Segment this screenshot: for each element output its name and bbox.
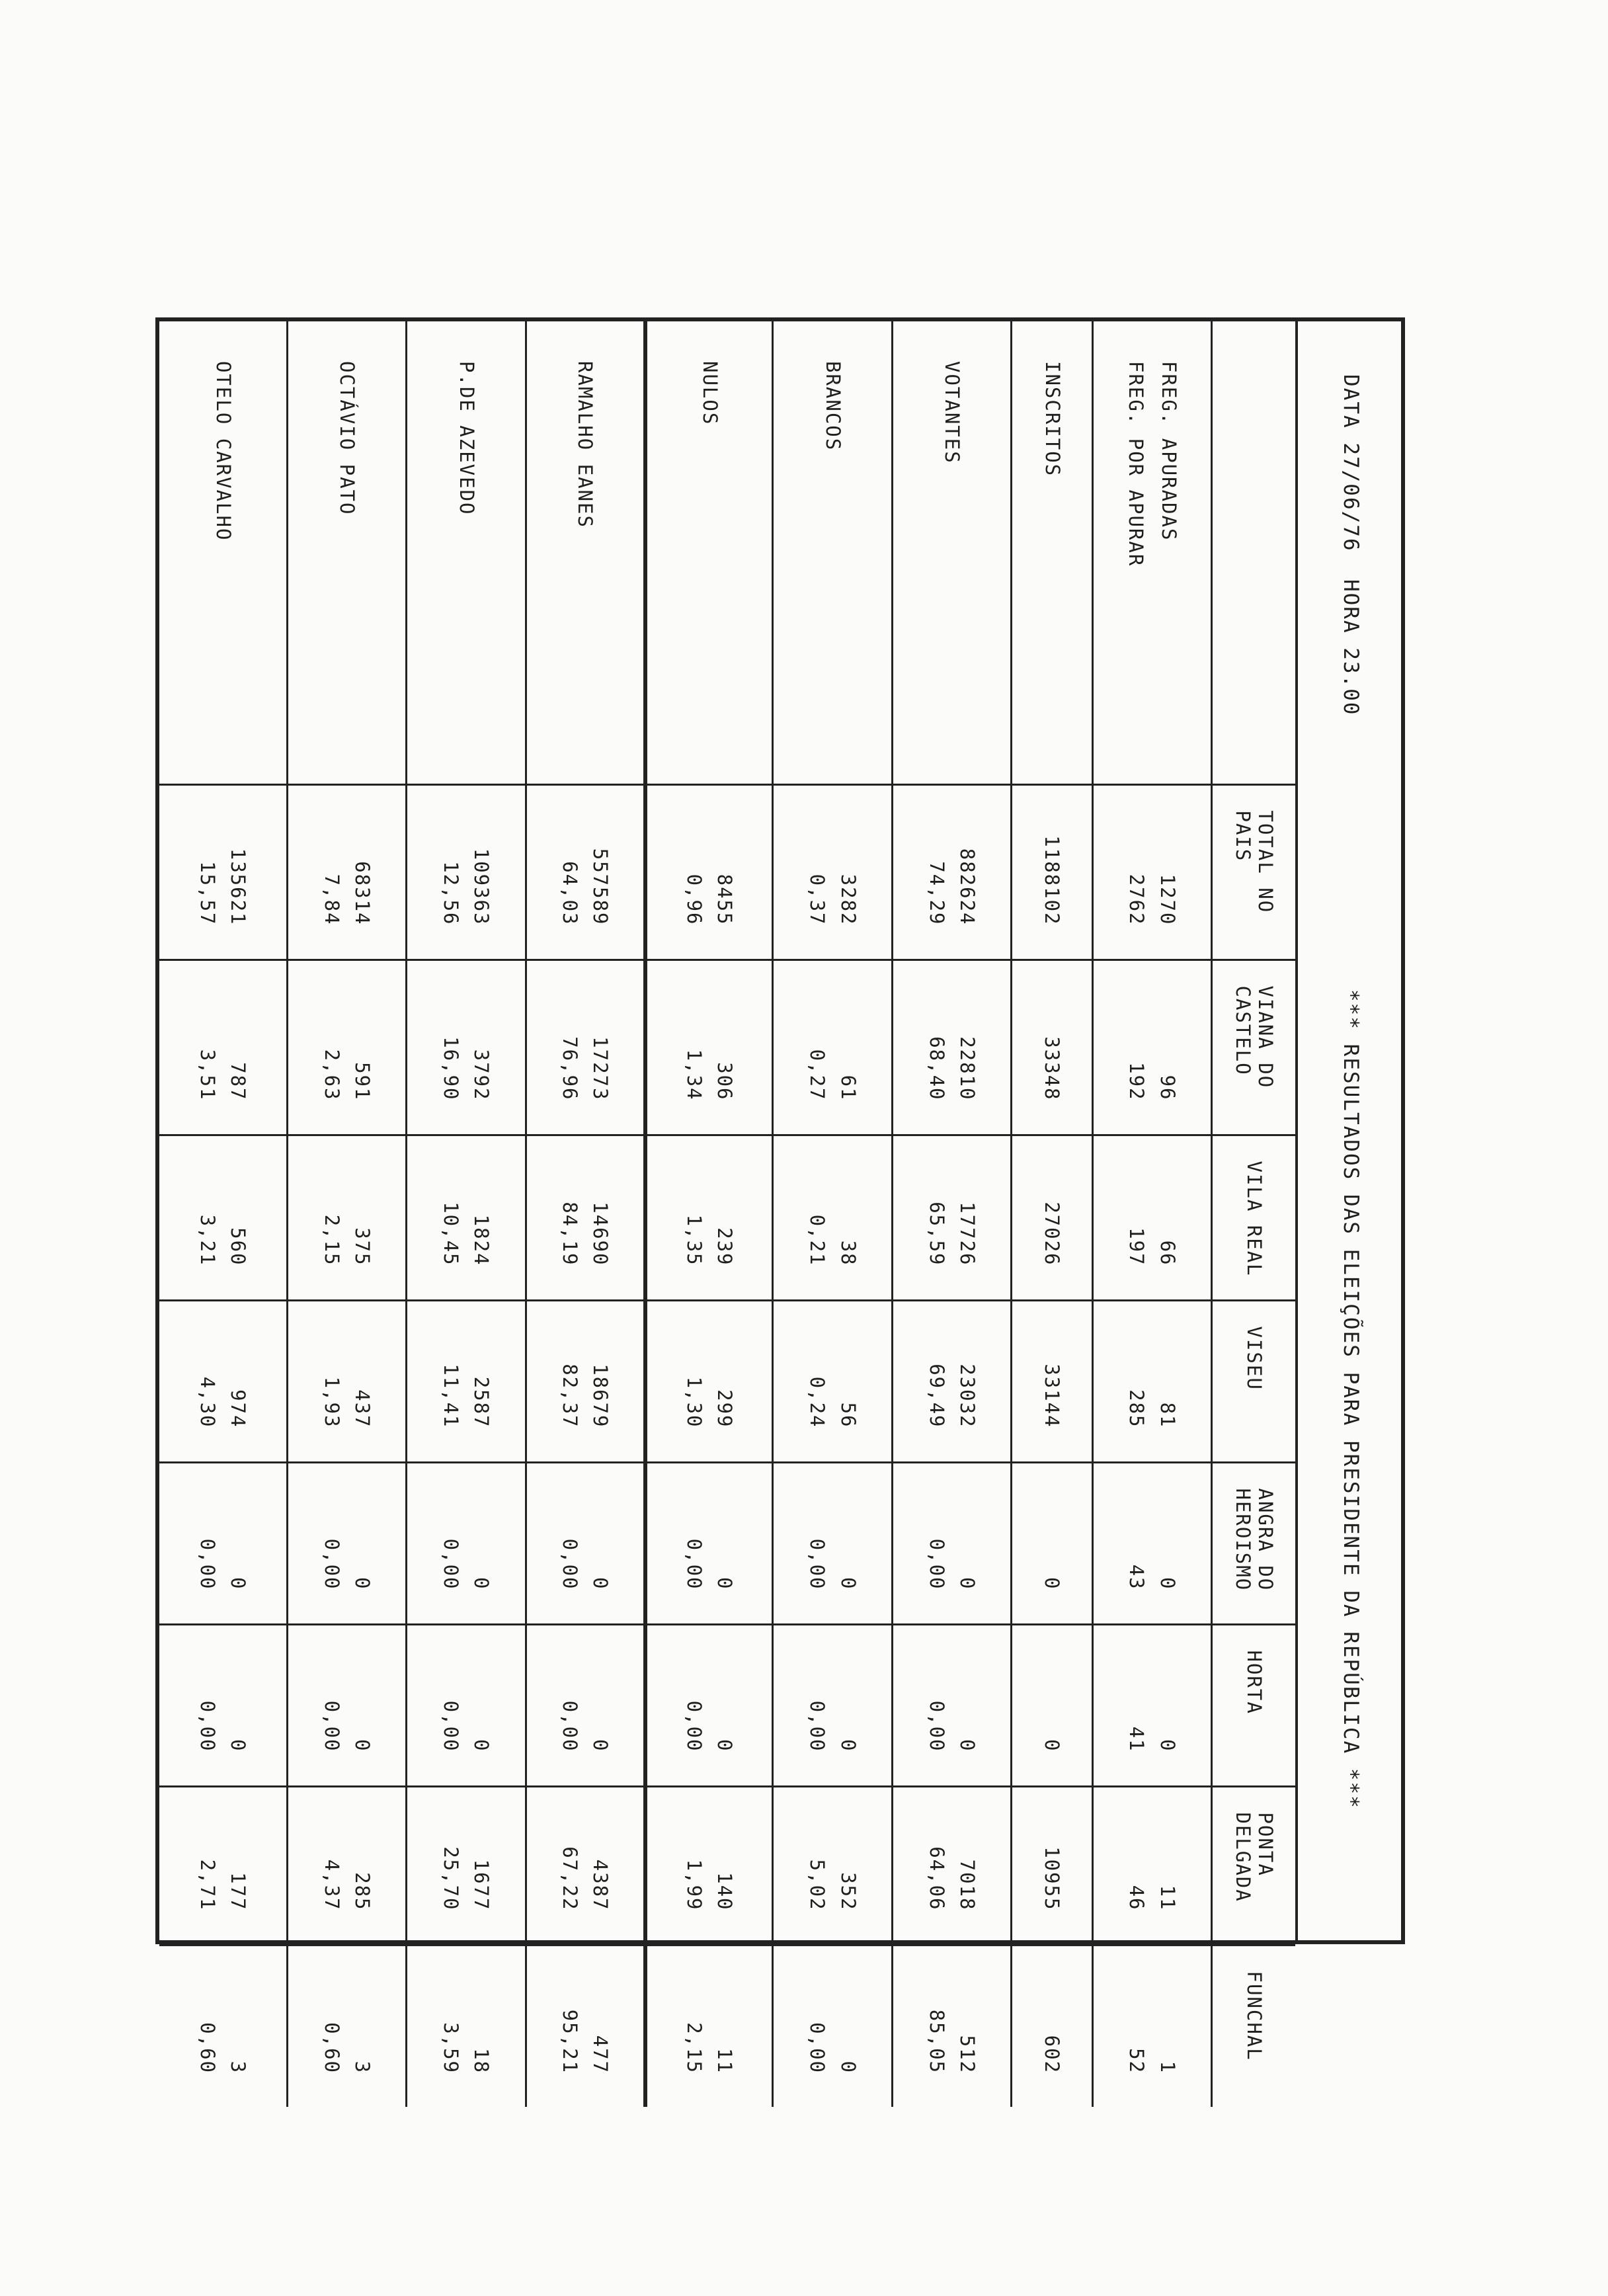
value-cell: 4387 67,22 xyxy=(526,1786,645,1945)
value-cell: 0 0,00 xyxy=(159,1462,287,1624)
value-cell: 0 0,00 xyxy=(645,1462,773,1624)
column-header: VILA REAL xyxy=(1212,1135,1295,1300)
value-cell: 0 0,00 xyxy=(407,1624,526,1786)
value-cell: 14690 84,19 xyxy=(526,1135,645,1300)
value-cell: 591 2,63 xyxy=(287,960,406,1135)
value-cell: 0 43 xyxy=(1092,1462,1211,1624)
value-cell: 109363 12,56 xyxy=(407,784,526,960)
value-cell: 2587 11,41 xyxy=(407,1300,526,1462)
value-cell: 352 5,02 xyxy=(773,1786,892,1945)
value-cell: 0 0,00 xyxy=(773,1624,892,1786)
value-cell: 477 95,21 xyxy=(526,1945,645,2107)
results-title: *** RESULTADOS DAS ELEIÇÕES PARA PRESIDENTE DA REPÚBLICA *** xyxy=(1339,989,1363,1809)
value-cell: 27026 xyxy=(1012,1135,1092,1300)
value-cell: 306 1,34 xyxy=(645,960,773,1135)
value-cell: 8455 0,96 xyxy=(645,784,773,960)
value-cell: 1188102 xyxy=(1012,784,1092,960)
value-cell: 239 1,35 xyxy=(645,1135,773,1300)
value-cell: 0 xyxy=(1012,1624,1092,1786)
value-cell: 18679 82,37 xyxy=(526,1300,645,1462)
value-cell: 0 0,00 xyxy=(773,1462,892,1624)
table-row xyxy=(159,321,287,2107)
title-bar xyxy=(1295,321,1401,1940)
results-table xyxy=(159,321,1295,2107)
value-cell: 0 0,00 xyxy=(526,1462,645,1624)
value-cell: 602 xyxy=(1012,1945,1092,2107)
value-cell: 0 0,00 xyxy=(159,1624,287,1786)
value-cell: 7018 64,06 xyxy=(892,1786,1011,1945)
column-header: FUNCHAL xyxy=(1212,1945,1295,2107)
value-cell: 11 2,15 xyxy=(645,1945,773,2107)
value-cell: 0 41 xyxy=(1092,1624,1211,1786)
value-cell: 23032 69,49 xyxy=(892,1300,1011,1462)
value-cell: 38 0,21 xyxy=(773,1135,892,1300)
row-label: INSCRITOS xyxy=(1012,321,1092,784)
value-cell: 0 0,00 xyxy=(645,1624,773,1786)
value-cell: 0 xyxy=(1012,1462,1092,1624)
value-cell: 135621 15,57 xyxy=(159,784,287,960)
row-label: OTELO CARVALHO xyxy=(159,321,287,784)
value-cell: 68314 7,84 xyxy=(287,784,406,960)
value-cell: 1824 10,45 xyxy=(407,1135,526,1300)
row-label: VOTANTES xyxy=(892,321,1011,784)
value-cell: 140 1,99 xyxy=(645,1786,773,1945)
value-cell: 437 1,93 xyxy=(287,1300,406,1462)
value-cell: 177 2,71 xyxy=(159,1786,287,1945)
row-label: FREG. APURADAS FREG. POR APURAR xyxy=(1092,321,1211,784)
table-row xyxy=(526,321,645,2107)
table-row xyxy=(1012,321,1092,2107)
value-cell: 299 1,30 xyxy=(645,1300,773,1462)
value-cell: 0 0,00 xyxy=(407,1462,526,1624)
value-cell: 0 0,00 xyxy=(526,1624,645,1786)
row-label: OCTÁVIO PATO xyxy=(287,321,406,784)
column-header: VIANA DO CASTELO xyxy=(1212,960,1295,1135)
value-cell: 512 85,05 xyxy=(892,1945,1011,2107)
value-cell: 66 197 xyxy=(1092,1135,1211,1300)
column-header: PONTA DELGADA xyxy=(1212,1786,1295,1945)
table-row xyxy=(892,321,1011,2107)
column-header: VISEU xyxy=(1212,1300,1295,1462)
value-cell: 3 0,60 xyxy=(287,1945,406,2107)
row-label: RAMALHO EANES xyxy=(526,321,645,784)
value-cell: 1 52 xyxy=(1092,1945,1211,2107)
table-row xyxy=(773,321,892,2107)
value-cell: 0 0,00 xyxy=(287,1624,406,1786)
value-cell: 1270 2762 xyxy=(1092,784,1211,960)
table-row xyxy=(407,321,526,2107)
value-cell: 11 46 xyxy=(1092,1786,1211,1945)
value-cell: 974 4,30 xyxy=(159,1300,287,1462)
row-label: NULOS xyxy=(645,321,773,784)
value-cell: 33144 xyxy=(1012,1300,1092,1462)
column-header: ANGRA DO HEROISMO xyxy=(1212,1462,1295,1624)
value-cell: 787 3,51 xyxy=(159,960,287,1135)
value-cell: 17726 65,59 xyxy=(892,1135,1011,1300)
column-header: HORTA xyxy=(1212,1624,1295,1786)
value-cell: 33348 xyxy=(1012,960,1092,1135)
table-row xyxy=(1092,321,1211,2107)
value-cell: 1677 25,70 xyxy=(407,1786,526,1945)
value-cell: 3282 0,37 xyxy=(773,784,892,960)
value-cell: 18 3,59 xyxy=(407,1945,526,2107)
table-row xyxy=(645,321,773,2107)
value-cell: 560 3,21 xyxy=(159,1135,287,1300)
value-cell: 10955 xyxy=(1012,1786,1092,1945)
header-row xyxy=(1212,321,1295,2107)
value-cell: 0 0,00 xyxy=(892,1462,1011,1624)
value-cell: 3792 16,90 xyxy=(407,960,526,1135)
corner-cell xyxy=(1212,321,1295,784)
value-cell: 375 2,15 xyxy=(287,1135,406,1300)
value-cell: 56 0,24 xyxy=(773,1300,892,1462)
value-cell: 22810 68,40 xyxy=(892,960,1011,1135)
value-cell: 3 0,60 xyxy=(159,1945,287,2107)
value-cell: 557589 64,03 xyxy=(526,784,645,960)
value-cell: 0 0,00 xyxy=(773,1945,892,2107)
value-cell: 61 0,27 xyxy=(773,960,892,1135)
date-time: DATA 27/06/76 HORA 23.00 xyxy=(1339,374,1363,716)
value-cell: 0 0,00 xyxy=(892,1624,1011,1786)
results-sheet xyxy=(155,317,1405,2074)
value-cell: 0 0,00 xyxy=(287,1462,406,1624)
value-cell: 17273 76,96 xyxy=(526,960,645,1135)
value-cell: 96 192 xyxy=(1092,960,1211,1135)
value-cell: 285 4,37 xyxy=(287,1786,406,1945)
value-cell: 882624 74,29 xyxy=(892,784,1011,960)
row-label: BRANCOS xyxy=(773,321,892,784)
table-row xyxy=(287,321,406,2107)
row-label: P.DE AZEVEDO xyxy=(407,321,526,784)
column-header: TOTAL NO PAIS xyxy=(1212,784,1295,960)
value-cell: 81 285 xyxy=(1092,1300,1211,1462)
